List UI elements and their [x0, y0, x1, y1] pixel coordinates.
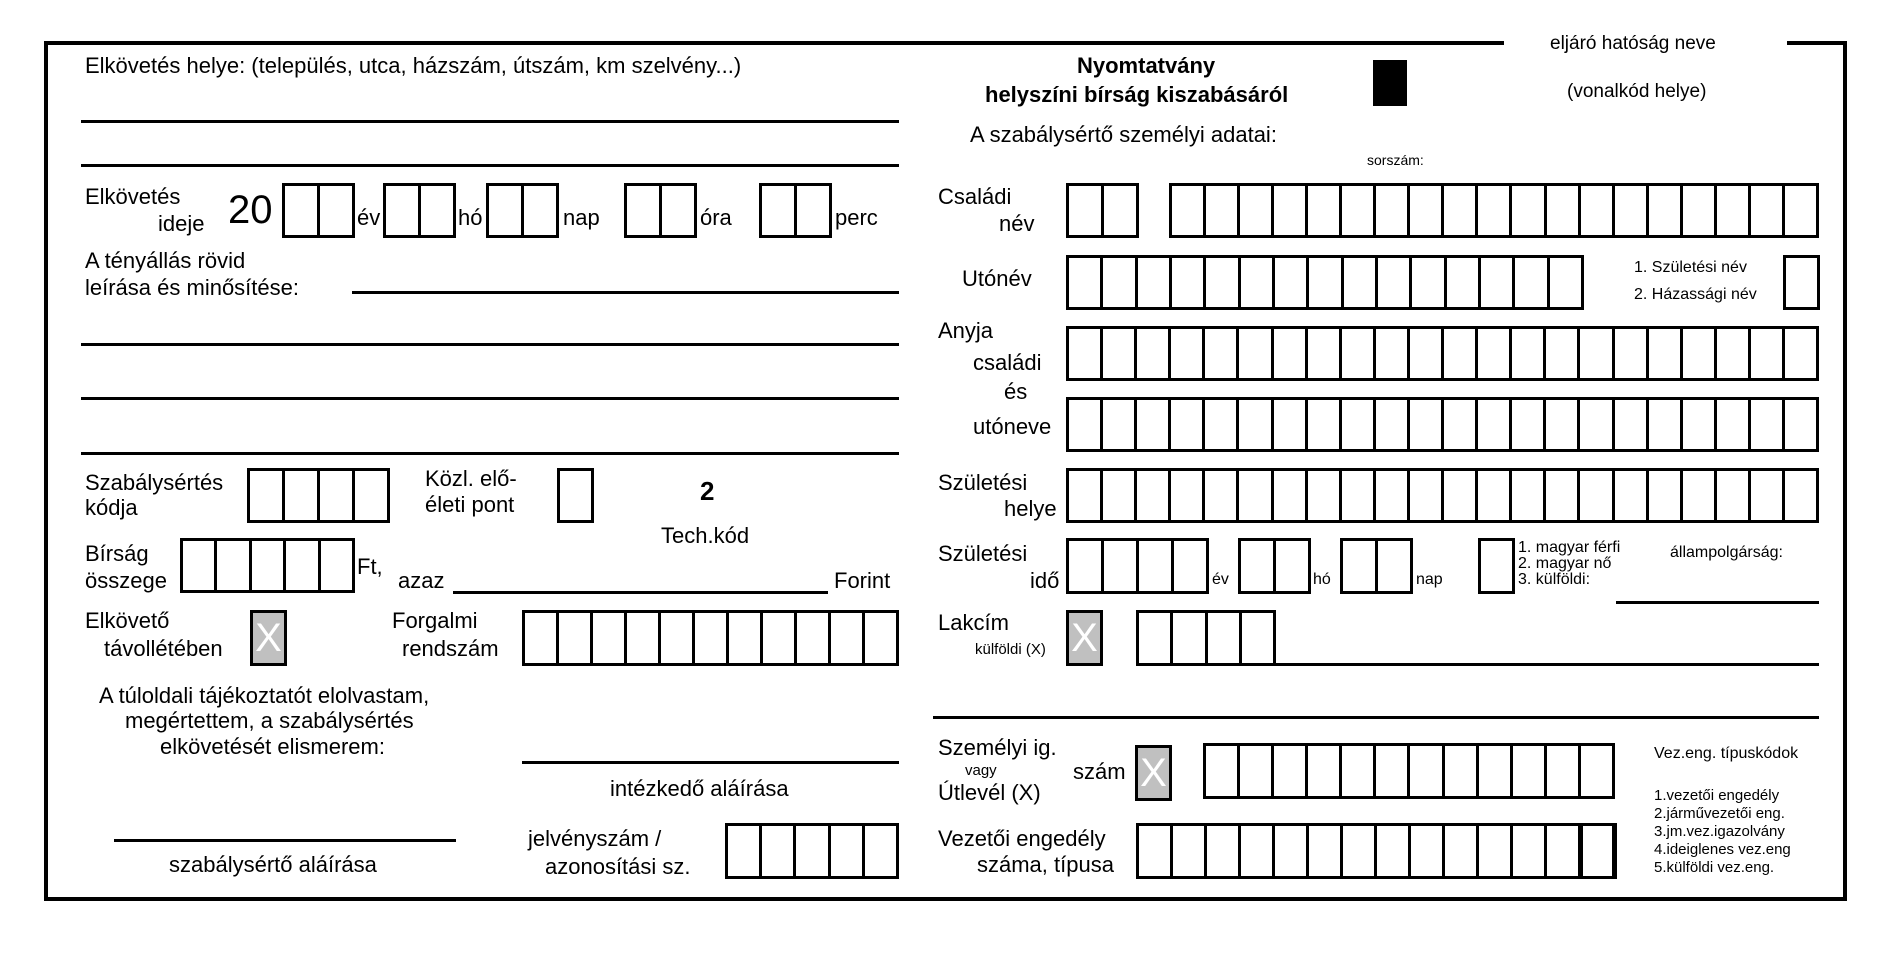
tech-code-label: Tech.kód: [661, 523, 750, 548]
birth-unit-ev: év: [1212, 571, 1229, 588]
birthplace-label-2: helye: [1004, 496, 1057, 521]
absence-checkbox[interactable]: X: [250, 610, 287, 666]
address-code-input[interactable]: [1136, 610, 1276, 666]
black-marker: [1373, 60, 1407, 106]
passport-checkbox[interactable]: X: [1135, 745, 1172, 801]
form-title-line2: helyszíni bírság kiszabásáról: [985, 82, 1289, 107]
birth-unit-ho: hó: [1313, 571, 1331, 588]
frame-bottom: [44, 897, 1847, 901]
birth-year-input[interactable]: [1066, 538, 1209, 594]
license-label-1: Vezetői engedély: [938, 826, 1106, 851]
unit-perc: perc: [835, 205, 878, 230]
facts-line-1[interactable]: [352, 291, 899, 294]
name-type-input[interactable]: [1783, 255, 1820, 310]
frame-right: [1843, 41, 1847, 901]
month-input[interactable]: [383, 183, 456, 238]
citizenship-label: állampolgárság:: [1670, 544, 1783, 561]
birthdate-label-2: idő: [1030, 568, 1060, 593]
points-label-1: Közl. elő-: [425, 466, 517, 491]
id-label-szam: szám: [1073, 759, 1126, 784]
personal-data-heading: A szabálysértő személyi adatai:: [970, 122, 1277, 147]
offence-time-label-2: ideje: [158, 211, 205, 236]
absence-label-2: távollétében: [104, 636, 223, 661]
mother-name-label-1: Anyja: [938, 318, 994, 343]
forint-label: Forint: [834, 568, 891, 593]
foreign-address-checkbox[interactable]: X: [1066, 610, 1103, 666]
badge-label-1: jelvényszám /: [528, 826, 662, 851]
mother-given-name-input[interactable]: [1066, 397, 1819, 452]
license-type-5: 5.külföldi vez.eng.: [1654, 859, 1775, 876]
offender-signature-line[interactable]: [114, 839, 456, 842]
day-input[interactable]: [486, 183, 559, 238]
address-label: Lakcím: [938, 610, 1009, 635]
birth-unit-nap: nap: [1416, 571, 1443, 588]
given-name-input[interactable]: [1066, 255, 1584, 310]
azaz-label: azaz: [398, 568, 445, 593]
form-title-line1: Nyomtatvány: [1077, 53, 1216, 78]
absence-label-1: Elkövető: [85, 608, 170, 633]
offence-code-label-1: Szabálysértés: [85, 470, 224, 495]
citizenship-line[interactable]: [1616, 601, 1819, 604]
license-type-4: 4.ideiglenes vez.eng: [1654, 841, 1791, 858]
offence-code-label-2: kódja: [85, 495, 138, 520]
license-type-code-input[interactable]: [1580, 823, 1617, 879]
place-line-2[interactable]: [81, 164, 899, 167]
license-type-3: 3.jm.vez.igazolvány: [1654, 823, 1785, 840]
id-number-input[interactable]: [1203, 743, 1615, 799]
birthdate-label-1: Születési: [938, 541, 1028, 566]
plate-label-2: rendszám: [402, 636, 499, 661]
minute-input[interactable]: [759, 183, 832, 238]
fine-label-1: Bírság: [85, 541, 149, 566]
offence-place-label: Elkövetés helye: (település, utca, házszám, útszám, km szelvény...): [85, 53, 742, 78]
frame-top-right: [1787, 41, 1847, 45]
fine-label-2: összege: [85, 568, 167, 593]
birth-day-input[interactable]: [1340, 538, 1413, 594]
offence-code-input[interactable]: [247, 468, 390, 523]
officer-signature-label: intézkedő aláírása: [610, 776, 789, 801]
mother-name-label-3: és: [1004, 379, 1028, 404]
hour-input[interactable]: [624, 183, 697, 238]
ft-label: Ft,: [357, 554, 383, 579]
year-input[interactable]: [282, 183, 355, 238]
authority-name-label: eljáró hatóság neve: [1550, 33, 1716, 54]
license-label-2: száma, típusa: [977, 852, 1114, 877]
license-type-1: 1.vezetői engedély: [1654, 787, 1780, 804]
birthplace-input[interactable]: [1066, 468, 1819, 523]
foreign-address-label: külföldi (X): [975, 641, 1046, 658]
name-type-option-2: 2. Házassági név: [1634, 286, 1757, 303]
facts-line-3[interactable]: [81, 397, 899, 400]
frame-left: [44, 41, 48, 901]
citizenship-option-3: 3. külföldi:: [1518, 571, 1591, 588]
family-name-label-2: név: [999, 211, 1035, 236]
mother-name-label-2: családi: [973, 350, 1042, 375]
facts-line-2[interactable]: [81, 343, 899, 346]
mother-family-name-input[interactable]: [1066, 326, 1819, 381]
family-name-input[interactable]: [1169, 183, 1819, 238]
facts-label-1: A tényállás rövid: [85, 248, 246, 273]
fine-amount-input[interactable]: [180, 538, 355, 593]
citizenship-code-input[interactable]: [1478, 538, 1515, 594]
mother-name-label-4: utóneve: [973, 414, 1052, 439]
unit-ev: év: [357, 205, 381, 230]
offence-time-label-1: Elkövetés: [85, 184, 181, 209]
id-label-1: Személyi ig.: [938, 735, 1057, 760]
serial-label: sorszám:: [1367, 152, 1424, 168]
address-line[interactable]: [1273, 663, 1819, 666]
unit-nap: nap: [563, 205, 600, 230]
given-name-label: Utónév: [962, 266, 1032, 291]
id-label-2: Útlevél (X): [938, 780, 1041, 805]
ack-line-1: A túloldali tájékoztatót elolvastam,: [99, 683, 430, 708]
citizenship-option-1: 1. magyar férfi: [1518, 539, 1621, 556]
points-input[interactable]: [557, 468, 594, 523]
unit-ora: óra: [700, 205, 732, 230]
license-types-title: Vez.eng. típuskódok: [1654, 745, 1799, 762]
birthplace-label-1: Születési: [938, 470, 1028, 495]
ack-line-2: megértettem, a szabálysértés: [125, 708, 414, 733]
fine-words-line[interactable]: [453, 591, 828, 594]
plate-label-1: Forgalmi: [392, 608, 478, 633]
points-label-2: életi pont: [425, 492, 515, 517]
facts-line-4[interactable]: [81, 452, 899, 455]
family-name-label-1: Családi: [938, 184, 1012, 209]
place-line-1[interactable]: [81, 120, 899, 123]
section-separator: [933, 716, 1819, 719]
badge-label-2: azonosítási sz.: [545, 854, 691, 879]
unit-ho: hó: [458, 205, 483, 230]
ack-line-3: elkövetését elismerem:: [160, 734, 385, 759]
birth-month-input[interactable]: [1238, 538, 1311, 594]
facts-label-2: leírása és minősítése:: [85, 275, 299, 300]
tech-code-value: 2: [700, 476, 715, 506]
badge-number-input[interactable]: [725, 823, 899, 879]
year-prefix: 20: [228, 188, 273, 232]
serial-number-input[interactable]: [1066, 183, 1139, 238]
plate-number-input[interactable]: [522, 610, 899, 666]
license-type-2: 2.járművezetői eng.: [1654, 805, 1785, 822]
offender-signature-label: szabálysértő aláírása: [169, 852, 377, 877]
officer-signature-line[interactable]: [522, 761, 899, 764]
frame-top-left: [44, 41, 1504, 45]
barcode-placeholder-label: (vonalkód helye): [1567, 81, 1707, 102]
id-label-vagy: vagy: [965, 762, 997, 779]
license-number-input[interactable]: [1136, 823, 1615, 879]
name-type-option-1: 1. Születési név: [1634, 259, 1747, 276]
citizenship-option-2: 2. magyar nő: [1518, 555, 1612, 572]
